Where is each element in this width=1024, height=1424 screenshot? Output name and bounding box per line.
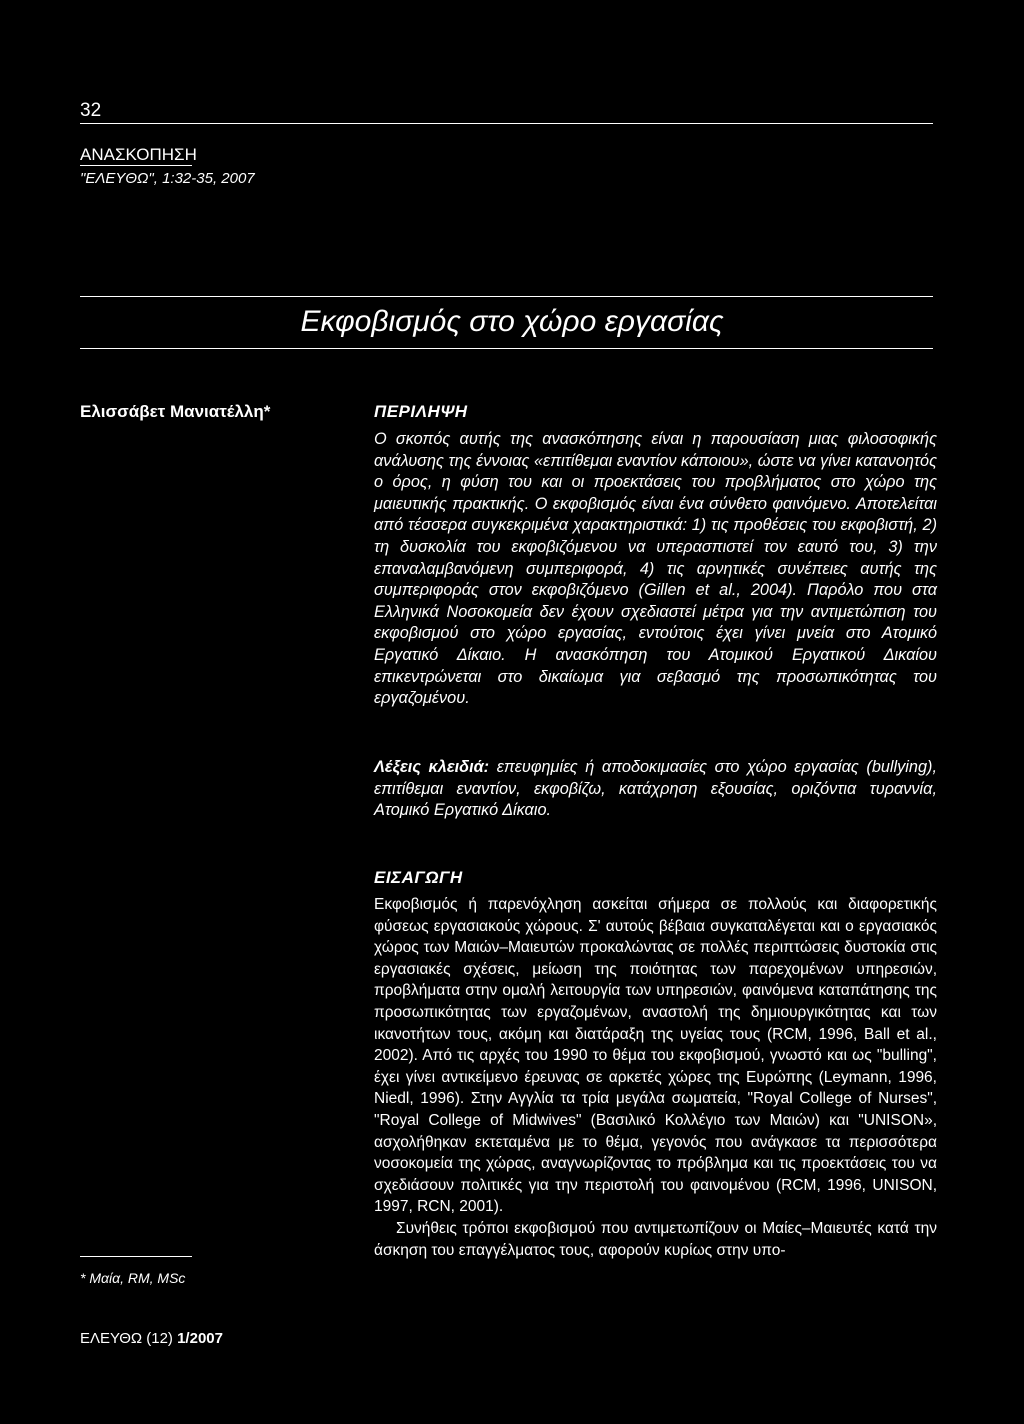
- abstract-heading: ΠΕΡΙΛΗΨΗ: [374, 402, 468, 421]
- introduction-paragraph-1: Εκφοβισμός ή παρενόχληση ασκείται σήμερα σε πολλούς και διαφορετικής φύσεως εργασιακούς χώρους. Σ' αυτούς βέβαια συγκαταλέγεται και ο εργασιακός χώρος των Μαιών–Μαιευτών προκαλώντας σε πολλές περιπτώσεις δυστοκία στις εργασιακές σχέσεις, μείωση της ποιότητας των παρεχομένων υπηρεσιών, προβλήματα στην ομαλή λειτουργία των υπηρεσιών, φαινόμενα καταπάτησης της προσωπικότητας των εργαζομένων, αναστολή της δημιουργικότητας και των ικανοτήτων τους, ακόμη και διατάραξη της υγείας τους (RCM, 1996, Ball et al., 2002). Από τις αρχές του 1990 το θέμα του εκφοβισμού, γνωστό και ως "bulling", έχει γίνει αντικείμενο έρευνας σε αρκετές χώρες της Ευρώπης (Leymann, 1996, Niedl, 1996). Στην Αγγλία τα τρία μεγάλα σωματεία, "Royal College of Nurses", "Royal College of Midwives" (Βασιλικό Κολλέγιο των Μαιών) και "UNISON», ασχολήθηκαν εκτεταμένα με το θέμα, γεγονός που ανάγκασε τα περισσότερα νοσοκομεία της χώρας, αναγνωρίζοντας το πρόβλημα και τις προεκτάσεις του να σχεδιάσουν πολιτικές για την περιστολή του φαινομένου (RCM, 1996, UNISON, 1997, RCN, 2001).: [374, 896, 937, 1216]
- introduction-body: [374, 894, 937, 1261]
- page-footer: [80, 1330, 223, 1347]
- keywords-label: Λέξεις κλειδιά:: [374, 758, 490, 776]
- section-label-underline: [80, 165, 192, 166]
- header-rule: [80, 123, 933, 124]
- title-bottom-rule: [80, 348, 933, 349]
- abstract-text: Ο σκοπός αυτής της ανασκόπησης είναι η παρουσίαση μιας φιλοσοφικής ανάλυσης της έννοιας «επιτίθεμαι εναντίον κάποιου», ώστε να γίνει κατανοητός ο όρος, η φύση του και οι προεκτάσεις του προβλήματος στο χώρο της μαιευτικής πρακτικής. Ο εκφοβισμός είναι ένα σύνθετο φαινόμενο. Αποτελείται από τέσσερα συγκεκριμένα χαρακτηριστικά: 1) τις προθέσεις του εκφοβιστή, 2) τη δυσκολία του εκφοβιζόμενου να υπερασπιστεί τον εαυτό του, 3) την επαναλαμβανόμενη συμπεριφορά, 4) τις αρνητικές συνέπειες αυτής της συμπεριφοράς στον εκφοβιζόμενο (Gillen et al., 2004). Παρόλο που στα Ελληνικά Νοσοκομεία δεν έχουν σχεδιαστεί μέτρα για την αντιμετώπιση του εκφοβισμού στο χώρο εργασίας, εντούτοις έχει γίνει μνεία στο Ατομικό Εργατικό Δίκαιο. Η ανασκόπηση του Ατομικού Εργατικού Δικαίου επικεντρώνεται στο δικαίωμα για σεβασμό της προσωπικότητας του εργαζομένου.: [374, 430, 937, 708]
- introduction-paragraph-2: Συνήθεις τρόποι εκφοβισμού που αντιμετωπίζουν οι Μαίες–Μαιευτές κατά την άσκηση του επαγγέλματος τους, αφορούν κυρίως στην υπο-: [374, 1219, 937, 1259]
- keywords: [374, 757, 937, 822]
- footnote-rule: [80, 1256, 192, 1257]
- article-title: Εκφοβισμός στο χώρο εργασίας: [300, 305, 724, 338]
- section-label: ΑΝΑΣΚΟΠΗΣΗ: [80, 145, 197, 164]
- keywords-text: επευφημίες ή αποδοκιμασίες στο χώρο εργασίας (bullying), επιτίθεμαι εναντίον, εκφοβίζω, κατάχρηση εξουσίας, οριζόντια τυραννία, Ατομικό Εργατικό Δίκαιο.: [374, 758, 937, 820]
- footer-issue: 1/2007: [177, 1330, 223, 1347]
- title-top-rule: [80, 296, 933, 297]
- author-name: Ελισσάβετ Μανιατέλλη*: [80, 402, 271, 421]
- footer-journal: ΕΛΕΥΘΩ (12): [80, 1330, 178, 1347]
- journal-reference: "ΕΛΕΥΘΩ", 1:32-35, 2007: [80, 170, 255, 187]
- introduction-heading: ΕΙΣΑΓΩΓΗ: [374, 868, 463, 887]
- footnote: * Μαία, RM, MSc: [80, 1270, 186, 1286]
- page-number: 32: [80, 100, 102, 121]
